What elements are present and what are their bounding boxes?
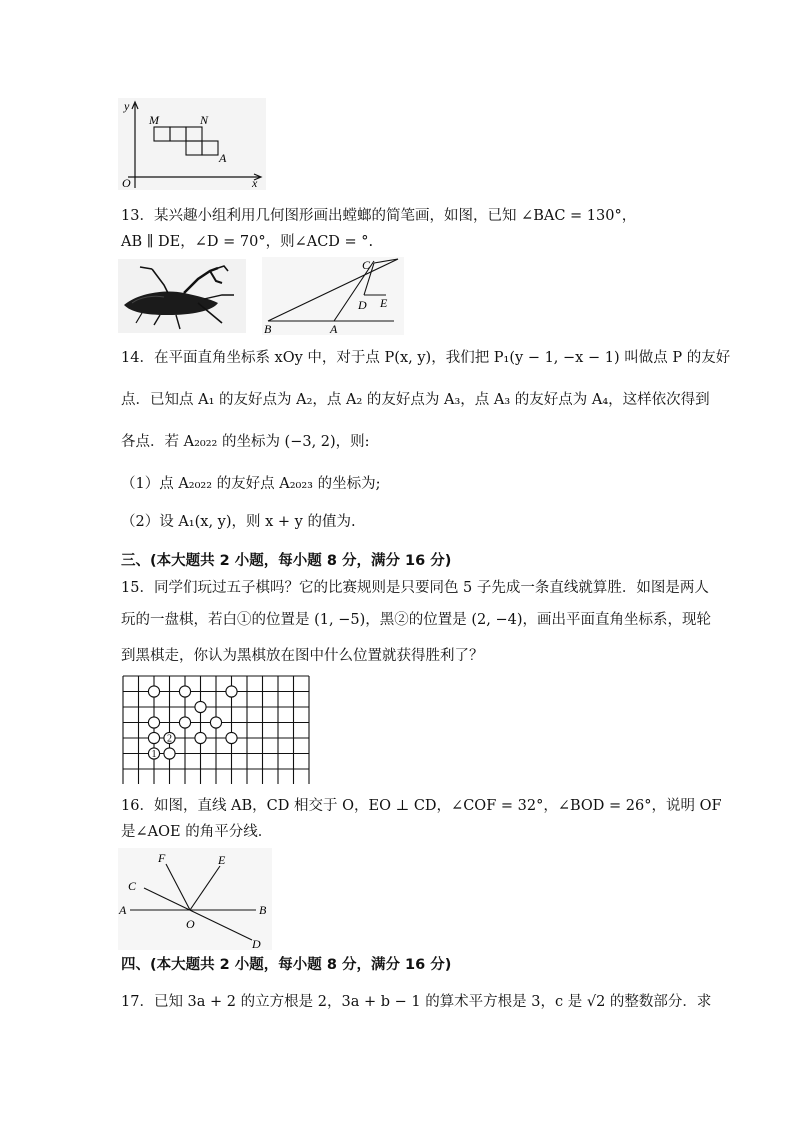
coordinate-figure (118, 98, 266, 190)
go-stone (195, 701, 206, 712)
section-3-heading: 三、(本大题共 2 小题，每小题 8 分，满分 16 分) (121, 553, 452, 569)
q14-sub2: （2）设 A₁(x, y)，则 x + y 的值为. (121, 514, 356, 530)
stone-mark-1: 1 (151, 749, 157, 760)
axis-y-label: y (124, 99, 130, 113)
point-n-label: N (200, 113, 209, 127)
go-stone (226, 686, 237, 697)
q14-line2: 点．已知点 A₁ 的友好点为 A₂，点 A₂ 的友好点为 A₃，点 A₃ 的友好点为 A₄，这样依次得到 (121, 392, 710, 408)
q14-line1: 14．在平面直角坐标系 xOy 中，对于点 P(x, y)，我们把 P₁(y − 1, −x − 1) 叫做点 P 的友好 (121, 350, 731, 366)
mantis-sketch-image (118, 259, 246, 333)
point-a-label: A (119, 903, 127, 917)
q17-line1: 17．已知 3a + 2 的立方根是 2，3a + b − 1 的算术平方根是 3，c 是 √2 的整数部分．求 (121, 994, 712, 1010)
point-c-label: C (362, 258, 371, 272)
q15-line3: 到黑棋走，你认为黑棋放在图中什么位置就获得胜利了？ (121, 648, 484, 664)
go-stone (179, 686, 190, 697)
point-b-label: B (259, 903, 267, 917)
point-d-label: D (252, 937, 261, 950)
section-4-heading: 四、(本大题共 2 小题，每小题 8 分，满分 16 分) (121, 957, 452, 973)
q15-line2: 玩的一盘棋，若白①的位置是 (1, −5)，黑②的位置是 (2, −4)，画出平面直角坐标系，现轮 (121, 612, 711, 628)
go-stone (210, 717, 221, 728)
axis-x-label: x (252, 176, 258, 190)
go-stone (195, 732, 206, 743)
go-stone (179, 717, 190, 728)
q13-line1: 13．某兴趣小组利用几何图形画出螳螂的简笔画，如图，已知 ∠BAC = 130°， (121, 208, 637, 224)
point-e-label: E (218, 853, 226, 867)
q16-line2: 是∠AOE 的角平分线． (121, 824, 273, 840)
q13-line2: AB ∥ DE，∠D = 70°，则∠ACD = °. (121, 234, 374, 250)
point-e-label: E (380, 296, 388, 310)
go-stone (164, 748, 175, 759)
point-o-label: O (186, 917, 195, 931)
q15-line1: 15．同学们玩过五子棋吗？它的比赛规则是只要同色 5 子先成一条直线就算胜．如图是两人 (121, 580, 709, 596)
go-stone (148, 732, 159, 743)
point-d-label: D (358, 298, 367, 312)
point-m-label: M (149, 113, 159, 127)
point-b-label: B (264, 322, 272, 335)
origin-label: O (122, 176, 131, 190)
point-f-label: F (158, 851, 166, 865)
gomoku-board (121, 674, 311, 784)
q14-line3: 各点．若 A₂₀₂₂ 的坐标为 (−3, 2)，则: (121, 434, 370, 450)
stone-mark-2: 2 (167, 733, 172, 745)
point-a-label: A (330, 322, 338, 335)
go-stone (226, 732, 237, 743)
go-stone (148, 686, 159, 697)
go-stone (148, 717, 159, 728)
point-a-label: A (219, 151, 227, 165)
q16-angle-figure (118, 848, 272, 950)
q14-sub1: （1）点 A₂₀₂₂ 的友好点 A₂₀₂₃ 的坐标为; (121, 476, 381, 492)
point-c-label: C (128, 879, 137, 893)
q16-line1: 16．如图，直线 AB，CD 相交于 O，EO ⊥ CD，∠COF = 32°，∠BOD = 26°，说明 OF (121, 798, 722, 814)
q13-geometry-figure (262, 257, 404, 335)
